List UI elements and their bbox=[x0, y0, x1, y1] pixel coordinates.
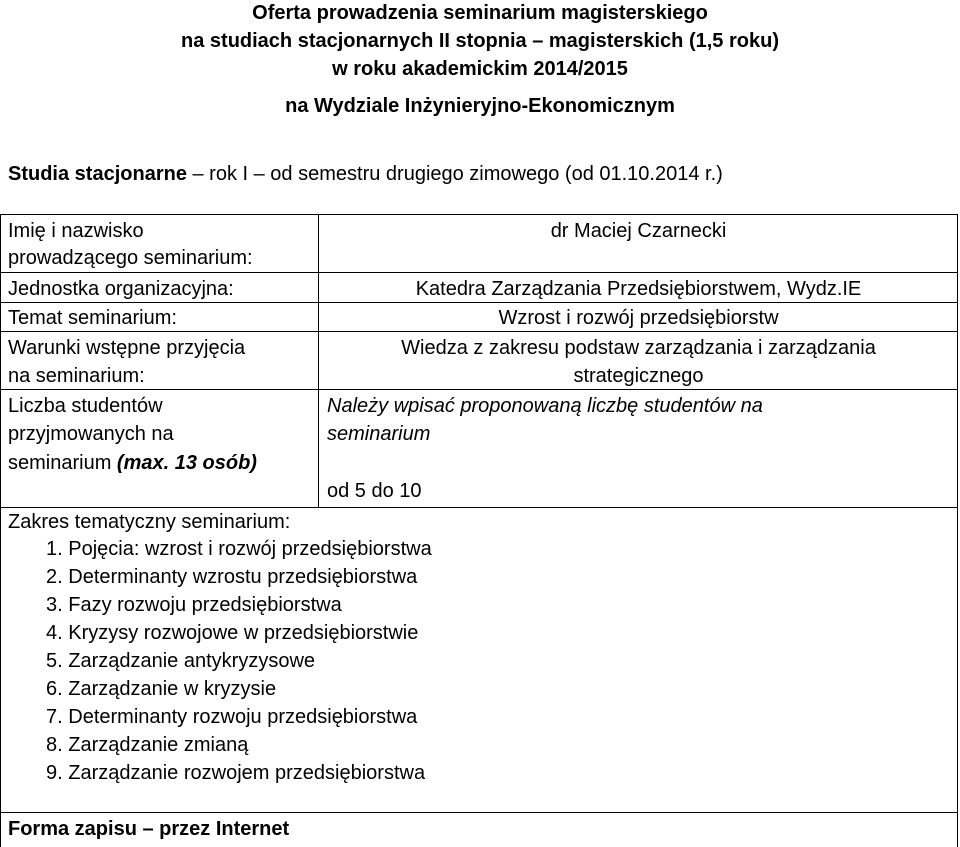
topic-value: Wzrost i rozwój przedsiębiorstw bbox=[498, 307, 779, 329]
unit-label: Jednostka organizacyjna: bbox=[8, 278, 234, 300]
faculty-line: na Wydziale Inżynieryjno-Ekonomicznym bbox=[285, 95, 675, 117]
lecturer-name-label-2: prowadzącego seminarium: bbox=[8, 247, 253, 269]
list-item-number: 1. bbox=[46, 538, 63, 560]
list-item-number: 8. bbox=[46, 734, 63, 756]
title-line: Oferta prowadzenia seminarium magisterskiego bbox=[252, 2, 708, 24]
list-item-number: 3. bbox=[46, 594, 63, 616]
student-count-max: (max. 13 osób) bbox=[116, 452, 257, 474]
list-item-number: 7. bbox=[46, 706, 63, 728]
requirements-value-1: Wiedza z zakresu podstaw zarządzania i zarządzania bbox=[401, 337, 876, 359]
list-item bbox=[46, 759, 425, 787]
student-count-hint-1: Należy wpisać proponowaną liczbę studentów na bbox=[327, 395, 763, 417]
lecturer-name-label-1: Imię i nazwisko bbox=[8, 220, 144, 242]
list-item-number: 6. bbox=[46, 678, 63, 700]
scope-heading: Zakres tematyczny seminarium: bbox=[8, 511, 291, 533]
study-mode-details: – rok I – od semestru drugiego zimowego (od 01.10.2014 r.) bbox=[186, 163, 723, 185]
student-count-value: od 5 do 10 bbox=[327, 480, 422, 502]
list-item-number: 5. bbox=[46, 650, 63, 672]
list-item-text: Determinanty rozwoju przedsiębiorstwa bbox=[68, 706, 418, 728]
list-item bbox=[46, 535, 432, 563]
row-divider bbox=[0, 272, 958, 273]
list-item-text: Kryzysy rozwojowe w przedsiębiorstwie bbox=[68, 622, 419, 644]
list-item bbox=[46, 647, 315, 675]
list-item bbox=[46, 675, 276, 703]
list-item bbox=[46, 563, 417, 591]
row-divider bbox=[0, 812, 958, 813]
list-item bbox=[46, 619, 418, 647]
list-item-number: 4. bbox=[46, 622, 63, 644]
student-count-label-1: Liczba studentów bbox=[8, 395, 163, 417]
study-mode-label: Studia stacjonarne bbox=[8, 163, 187, 185]
list-item bbox=[46, 731, 248, 759]
list-item-text: Pojęcia: wzrost i rozwój przedsiębiorstwa bbox=[68, 538, 432, 560]
list-item-text: Zarządzanie w kryzysie bbox=[68, 678, 277, 700]
topic-label: Temat seminarium: bbox=[8, 307, 177, 329]
enrollment-form-line: Forma zapisu – przez Internet bbox=[8, 818, 290, 840]
requirements-label-2: na seminarium: bbox=[8, 365, 145, 387]
list-item-number: 9. bbox=[46, 762, 63, 784]
requirements-label-1: Warunki wstępne przyjęcia bbox=[8, 337, 246, 359]
title-line: w roku akademickim 2014/2015 bbox=[332, 58, 628, 80]
student-count-label-2: przyjmowanych na bbox=[8, 423, 174, 445]
unit-value: Katedra Zarządzania Przedsiębiorstwem, Wydz.IE bbox=[415, 278, 862, 300]
student-count-hint-2: seminarium bbox=[327, 423, 431, 445]
list-item-text: Zarządzanie antykryzysowe bbox=[68, 650, 316, 672]
list-item-text: Determinanty wzrostu przedsiębiorstwa bbox=[68, 566, 418, 588]
list-item-text: Fazy rozwoju przedsiębiorstwa bbox=[68, 594, 342, 616]
student-count-label-3a: seminarium bbox=[8, 452, 117, 474]
student-count-label-3 bbox=[8, 449, 257, 477]
lecturer-name-value: dr Maciej Czarnecki bbox=[550, 220, 727, 242]
study-mode-line bbox=[8, 160, 723, 188]
list-item-number: 2. bbox=[46, 566, 63, 588]
list-item bbox=[46, 591, 342, 619]
list-item-text: Zarządzanie zmianą bbox=[68, 734, 249, 756]
title-line: na studiach stacjonarnych II stopnia – magisterskich (1,5 roku) bbox=[181, 30, 779, 52]
list-item bbox=[46, 703, 417, 731]
list-item-text: Zarządzanie rozwojem przedsiębiorstwa bbox=[68, 762, 426, 784]
requirements-value-2: strategicznego bbox=[573, 365, 704, 387]
